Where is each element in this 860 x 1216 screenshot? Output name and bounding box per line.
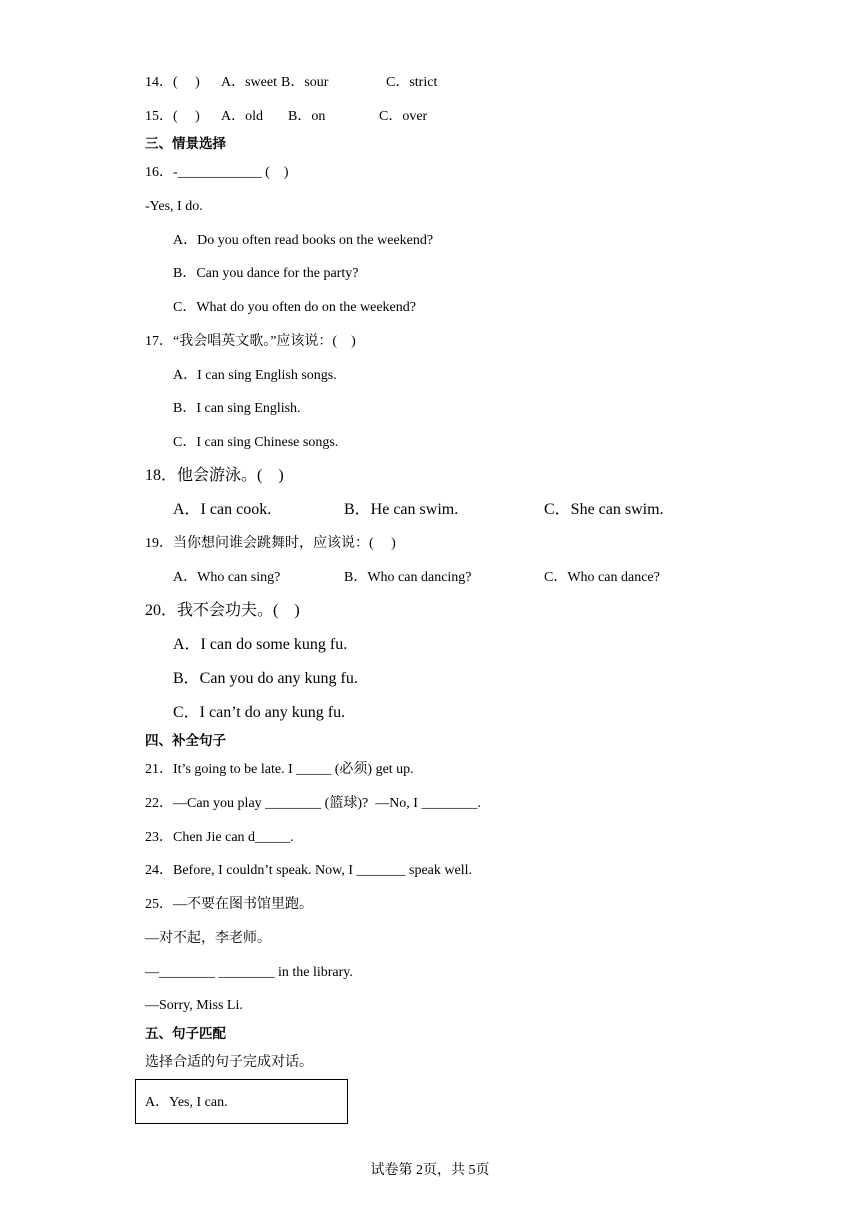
option-box-item-a: A．Yes, I can. — [145, 1095, 228, 1110]
q20-stem: 20．我不会功夫。( ) — [145, 602, 300, 619]
q15-number: 15．( ) — [145, 109, 200, 124]
q25-line-4: —Sorry, Miss Li. — [145, 998, 243, 1013]
q18-option-b: B．He can swim. — [344, 501, 459, 518]
q18-stem: 18．他会游泳。( ) — [145, 467, 284, 484]
q16-option-b: B．Can you dance for the party? — [173, 266, 359, 281]
q14-number: 14．( ) — [145, 75, 200, 90]
q25-line-3: —________ ________ in the library. — [145, 965, 353, 980]
q14-option-b: B．sour — [281, 75, 329, 90]
page-footer: 试卷第 2页，共 5页 — [370, 1163, 490, 1178]
option-box — [135, 1079, 348, 1124]
q14-option-a: A．sweet — [221, 75, 277, 90]
q19-option-a: A．Who can sing? — [173, 570, 281, 585]
section-heading-3: 三、情景选择 — [145, 136, 226, 152]
q16-stem: 16．-____________ ( ) — [145, 165, 289, 180]
q15-option-b: B．on — [288, 109, 326, 124]
q19-stem: 19．当你想问谁会跳舞时，应该说：( ) — [145, 536, 396, 551]
q16-option-a: A．Do you often read books on the weekend? — [173, 233, 434, 248]
q18-option-c: C．She can swim. — [544, 501, 664, 518]
q20-option-b: B．Can you do any kung fu. — [173, 670, 358, 687]
section-heading-5: 五、句子匹配 — [145, 1026, 226, 1042]
q19-option-c: C．Who can dance? — [544, 570, 660, 585]
section-5-instruction: 选择合适的句子完成对话。 — [145, 1055, 313, 1070]
q20-option-a: A．I can do some kung fu. — [173, 636, 348, 653]
section-heading-4: 四、补全句子 — [145, 733, 226, 749]
q22-sentence: 22．—Can you play ________ (篮球)? —No, I ________. — [145, 796, 481, 811]
q14-option-c: C．strict — [386, 75, 438, 90]
q24-sentence: 24．Before, I couldn’t speak. Now, I _______ speak well. — [145, 863, 472, 878]
q16-option-c: C．What do you often do on the weekend? — [173, 300, 416, 315]
q17-option-a: A．I can sing English songs. — [173, 368, 337, 383]
q17-option-b: B．I can sing English. — [173, 401, 301, 416]
q25-stem: 25．—不要在图书馆里跑。 — [145, 897, 313, 912]
q18-option-a: A．I can cook. — [173, 501, 272, 518]
q23-sentence: 23．Chen Jie can d_____. — [145, 830, 294, 845]
q17-stem: 17．“我会唱英文歌。”应该说：( ) — [145, 334, 356, 349]
q17-option-c: C．I can sing Chinese songs. — [173, 435, 339, 450]
q15-option-a: A．old — [221, 109, 263, 124]
q16-answer-line: -Yes, I do. — [145, 199, 203, 214]
q19-option-b: B．Who can dancing? — [344, 570, 472, 585]
q21-sentence: 21．It’s going to be late. I _____ (必须) get up. — [145, 762, 414, 777]
q20-option-c: C．I can’t do any kung fu. — [173, 704, 346, 721]
q25-line-2: —对不起，李老师。 — [145, 931, 271, 946]
q15-option-c: C．over — [379, 109, 428, 124]
